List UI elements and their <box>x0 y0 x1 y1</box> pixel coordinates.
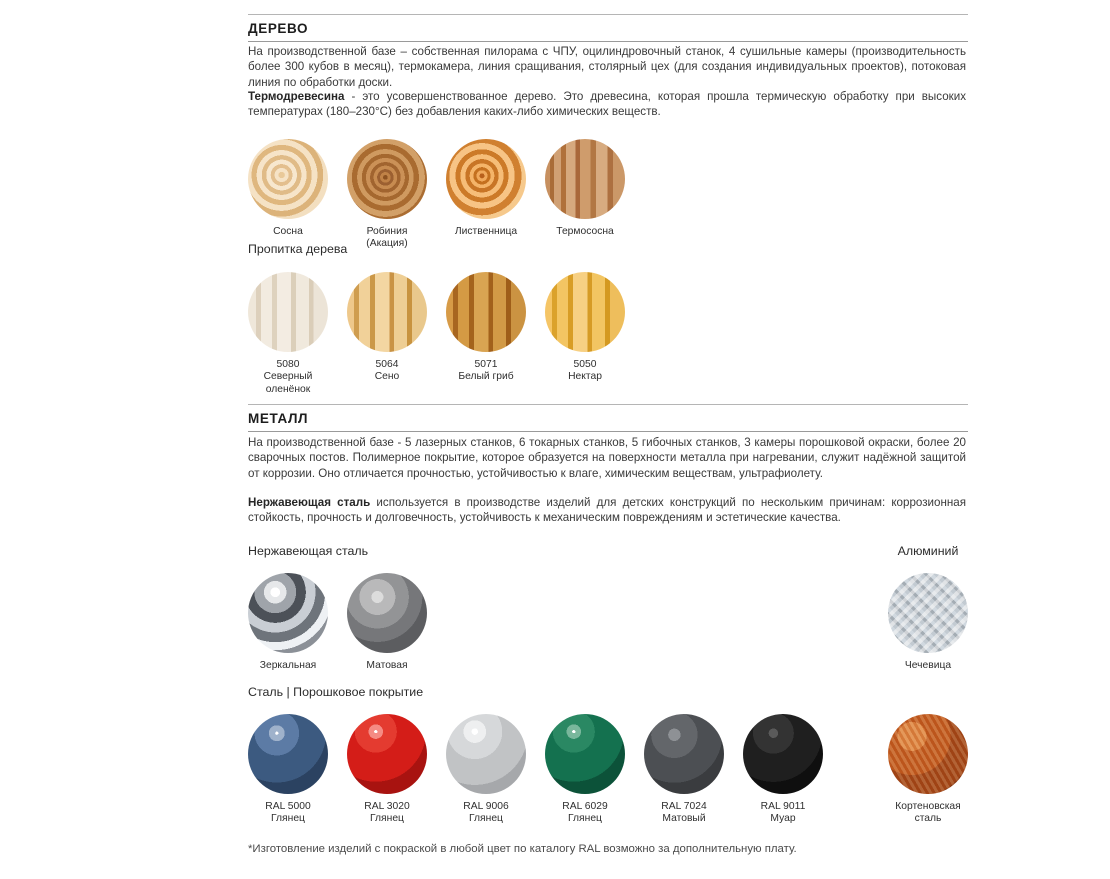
swatch-caption <box>347 226 427 251</box>
subtitle-stainless: Нержавеющая сталь <box>248 544 369 558</box>
swatch-wood-2[interactable] <box>446 139 526 238</box>
divider-under-wood-title <box>248 41 968 42</box>
wood-paragraph-2-text: - это усовершенствованное дерево. Это древесина, которая прошла термическую обработку при высоких температурах (180–230°С) без добавления каких-либо химических веществ. <box>248 90 966 119</box>
swatch-impregnation-2[interactable] <box>446 272 526 384</box>
swatch-code: RAL 7024 <box>661 801 707 812</box>
swatch-disc <box>347 573 427 653</box>
wood-paragraph-1: На производственной базе – собственная пилорама с ЧПУ, оцилиндровочный станок, 4 сушильные камеры (производительность более 300 кубов в месяц), термокамера, линия сращивания, столярный цех (для создания индивидуальных проектов), потоковая линия по обработки доски. <box>248 45 966 89</box>
swatch-wood-1[interactable] <box>347 139 427 251</box>
swatch-code: RAL 5000 <box>265 801 311 812</box>
swatch-code: 5050 <box>573 359 597 370</box>
swatch-label: Матовая <box>366 660 408 671</box>
swatch-impregnation-0[interactable] <box>248 272 328 396</box>
swatch-code: 5064 <box>375 359 399 370</box>
swatch-disc <box>888 573 968 653</box>
swatch-caption <box>545 359 625 384</box>
swatch-code: RAL 3020 <box>364 801 410 812</box>
swatch-disc <box>446 714 526 794</box>
swatch-caption <box>248 660 328 672</box>
swatch-caption <box>888 801 968 826</box>
metal-paragraph-1: На производственной базе - 5 лазерных станков, 6 токарных станков, 5 гибочных станков, 3 камеры порошковой окраски, более 20 сварочных постов. Полимерное покрытие, которое образуется на поверхности металла при нагревании, служит надёжной защитой от коррозии. Оно отличается прочностью, устойчивостью к влаге, химическим веществам, ультрафиолету. <box>248 436 966 480</box>
swatch-code: 5071 <box>474 359 498 370</box>
swatch-label: Лиственница <box>454 226 518 237</box>
swatch-caption <box>248 226 328 238</box>
swatch-disc <box>644 714 724 794</box>
swatch-disc <box>446 139 526 219</box>
swatch-label: Кортеновская <box>895 801 961 812</box>
swatch-caption <box>888 660 968 672</box>
wood-paragraph-2-bold: Термодревесина <box>248 90 345 103</box>
metal-paragraph-2-text: используется в производстве изделий для детских конструкций по нескольким причинам: коррозионная стойкость, прочность и долговечность, устойчивость к механическим повреждениям и эстетические качества. <box>248 496 966 525</box>
swatch-wood-0[interactable] <box>248 139 328 238</box>
swatch-caption <box>446 359 526 384</box>
swatch-stainless-matte[interactable] <box>347 573 427 672</box>
swatch-caption <box>446 801 526 826</box>
swatch-finish: Муар <box>770 813 796 825</box>
swatch-disc <box>545 272 625 352</box>
swatch-label: Сосна <box>273 226 303 237</box>
swatch-caption <box>248 801 328 826</box>
swatch-disc <box>248 272 328 352</box>
swatch-powder-1[interactable] <box>347 714 427 826</box>
swatch-stainless-mirror[interactable] <box>248 573 328 672</box>
wood-paragraph-2 <box>248 89 966 120</box>
swatch-disc <box>248 139 328 219</box>
swatch-disc <box>347 714 427 794</box>
swatch-corten[interactable] <box>888 714 968 826</box>
subtitle-impregnation: Пропитка дерева <box>248 242 348 256</box>
swatch-label: Зеркальная <box>259 660 317 671</box>
swatch-code: 5080 <box>276 359 300 370</box>
swatch-disc <box>248 714 328 794</box>
section-title-metal: МЕТАЛЛ <box>248 411 309 426</box>
swatch-powder-3[interactable] <box>545 714 625 826</box>
swatch-finish: Глянец <box>271 813 305 825</box>
swatch-disc <box>248 573 328 653</box>
swatch-powder-2[interactable] <box>446 714 526 826</box>
swatch-disc <box>545 139 625 219</box>
swatch-code: RAL 6029 <box>562 801 608 812</box>
metal-paragraph-2-bold: Нержавеющая сталь <box>248 496 371 509</box>
swatch-impregnation-1[interactable] <box>347 272 427 384</box>
swatch-label: Робиния (Акация) <box>366 226 408 250</box>
section-title-wood: ДЕРЕВО <box>248 21 309 36</box>
swatch-powder-5[interactable] <box>743 714 823 826</box>
swatch-powder-0[interactable] <box>248 714 328 826</box>
swatch-caption <box>347 660 427 672</box>
swatch-label-2: сталь <box>914 813 942 825</box>
subtitle-powder: Сталь | Порошковое покрытие <box>248 685 424 699</box>
swatch-aluminium-lens[interactable] <box>888 573 968 672</box>
section-header-metal <box>248 404 968 432</box>
swatch-disc <box>888 714 968 794</box>
swatch-disc <box>743 714 823 794</box>
swatch-code: RAL 9006 <box>463 801 509 812</box>
swatch-label: Сено <box>374 371 400 383</box>
swatch-disc <box>545 714 625 794</box>
swatch-label: Чечевица <box>904 660 952 671</box>
metal-paragraph-2 <box>248 495 966 526</box>
swatch-powder-4[interactable] <box>644 714 724 826</box>
swatch-finish: Матовый <box>662 813 706 825</box>
swatch-label-2: оленёнок <box>265 383 311 395</box>
swatch-disc <box>446 272 526 352</box>
swatch-caption <box>743 801 823 826</box>
swatch-label: Нектар <box>568 371 602 383</box>
swatch-caption <box>248 359 328 396</box>
swatch-caption <box>545 801 625 826</box>
divider-top <box>248 14 968 15</box>
swatch-label: Термососна <box>556 226 614 237</box>
section-header-wood <box>248 14 968 42</box>
swatch-wood-3[interactable] <box>545 139 625 238</box>
swatch-disc <box>347 139 427 219</box>
swatch-finish: Глянец <box>568 813 602 825</box>
footnote: *Изготовление изделий с покраской в любой цвет по каталогу RAL возможно за дополнительную плату. <box>248 843 797 855</box>
subtitle-aluminium: Алюминий <box>897 544 959 558</box>
swatch-caption <box>347 359 427 384</box>
divider-under-metal-title <box>248 431 968 432</box>
swatch-caption <box>545 226 625 238</box>
swatch-caption <box>446 226 526 238</box>
swatch-caption <box>644 801 724 826</box>
swatch-impregnation-3[interactable] <box>545 272 625 384</box>
swatch-finish: Глянец <box>469 813 503 825</box>
swatch-label: Белый гриб <box>458 371 514 383</box>
swatch-code: RAL 9011 <box>760 801 806 812</box>
swatch-label: Северный <box>263 371 313 383</box>
divider-top-metal <box>248 404 968 405</box>
swatch-disc <box>347 272 427 352</box>
swatch-finish: Глянец <box>370 813 404 825</box>
swatch-caption <box>347 801 427 826</box>
